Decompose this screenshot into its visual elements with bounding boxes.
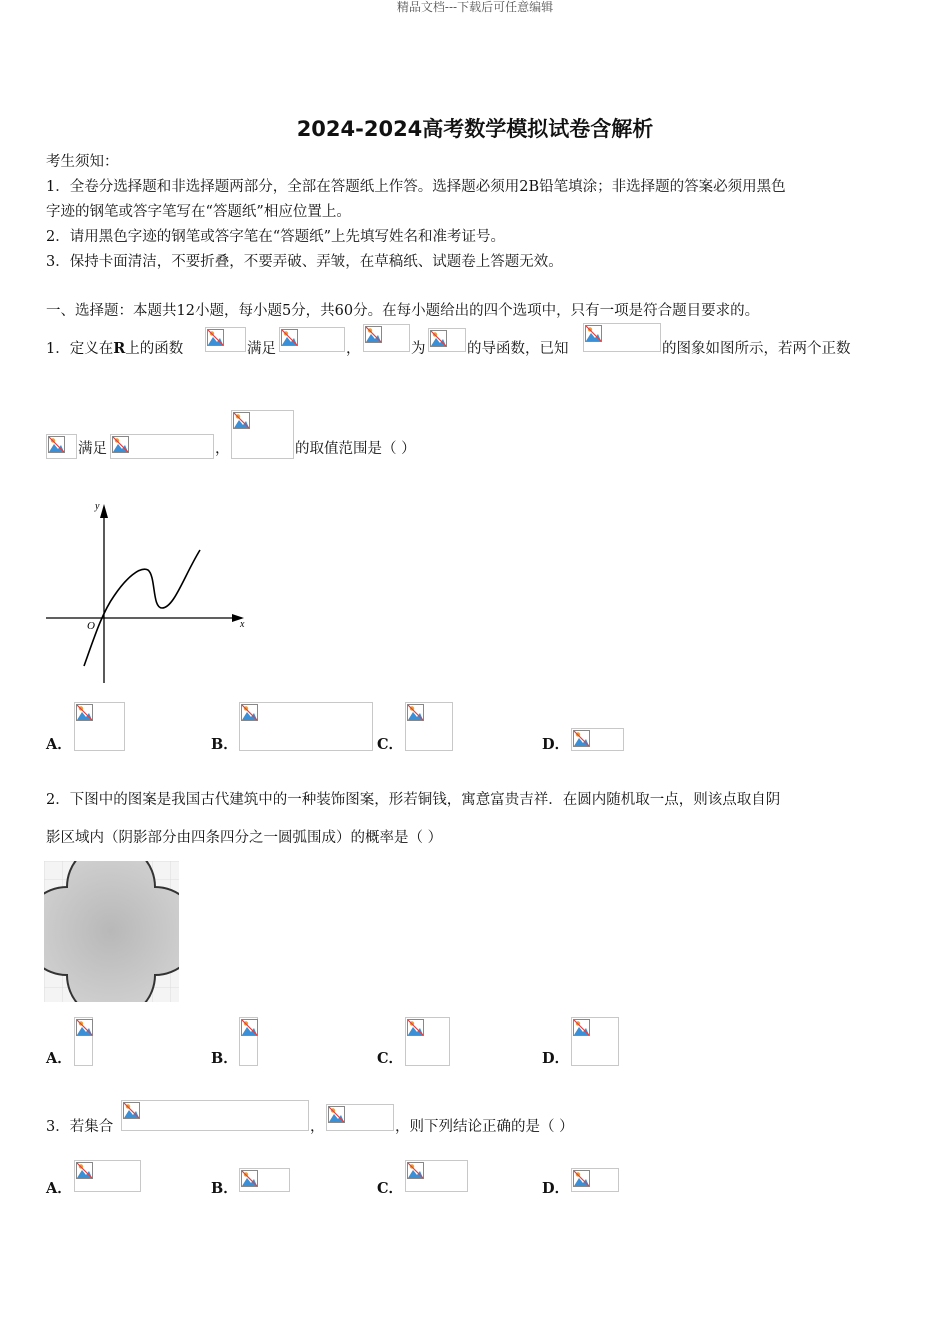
option-c-label: C． — [377, 736, 404, 753]
notice-item-3: 3．保持卡面清洁，不要折叠，不要弄破、弄皱，在草稿纸、试题卷上答题无效。 — [46, 254, 563, 270]
formula-image — [46, 434, 77, 459]
broken-image-icon — [573, 730, 590, 747]
y-label: y — [95, 501, 100, 512]
q1-text-c: ， — [346, 341, 361, 357]
q2-option-a-label: A． — [46, 1050, 72, 1067]
q3-option-a-label: A． — [46, 1180, 72, 1197]
q2-line-1: 2．下图中的图案是我国古代建筑中的一种装饰图案，形若铜钱，寓意富贵吉祥．在圆内随机取一点，则该点取自阴 — [46, 792, 781, 808]
q3-option-c-label: C． — [377, 1180, 404, 1197]
option-a-image — [74, 702, 125, 751]
broken-image-icon — [407, 1162, 424, 1179]
option-c-image — [405, 702, 453, 751]
function-curve — [84, 550, 200, 666]
q1-text-a: 1．定义在R上的函数 — [46, 340, 184, 357]
q3-text-b: ， — [310, 1119, 325, 1135]
x-label: x — [240, 619, 245, 630]
broken-image-icon — [241, 1019, 258, 1036]
q3-option-b-image — [239, 1168, 290, 1192]
broken-image-icon — [281, 329, 298, 346]
q3-text-a: 3．若集合 — [46, 1119, 114, 1135]
formula-image — [363, 324, 410, 352]
section-heading: 一、选择题：本题共12小题，每小题5分，共60分。在每小题给出的四个选项中，只有一项是符合题目要求的。 — [46, 303, 760, 319]
q2-option-c-image — [405, 1017, 450, 1066]
option-a-label: A． — [46, 736, 72, 753]
broken-image-icon — [241, 704, 258, 721]
broken-image-icon — [76, 1162, 93, 1179]
broken-image-icon — [328, 1106, 345, 1123]
formula-image — [428, 328, 466, 352]
q3-option-b-label: B． — [211, 1180, 238, 1197]
q3-option-c-image — [405, 1160, 468, 1192]
q2-option-b-image — [239, 1017, 258, 1066]
broken-image-icon — [365, 326, 382, 343]
q1-text-i: 的取值范围是（ ） — [295, 441, 416, 457]
q1-text-f: 的图象如图所示，若两个正数 — [662, 341, 851, 357]
q3-text-c: ，则下列结论正确的是（ ） — [395, 1119, 574, 1135]
function-graph — [44, 498, 254, 688]
formula-image — [326, 1104, 394, 1131]
formula-image — [279, 327, 345, 352]
q2-option-d-label: D． — [542, 1050, 570, 1067]
q2-line-2: 影区域内（阴影部分由四条四分之一圆弧围成）的概率是（ ） — [46, 830, 443, 846]
notice-heading: 考生须知： — [46, 154, 119, 170]
q1-text-h: ， — [215, 441, 230, 457]
notice-item-1-cont: 字迹的钢笔或答字笔写在“答题纸”相应位置上。 — [46, 204, 351, 220]
origin-label: O — [87, 620, 95, 632]
broken-image-icon — [112, 436, 129, 453]
broken-image-icon — [76, 1019, 93, 1036]
option-d-image — [571, 728, 624, 751]
broken-image-icon — [76, 704, 93, 721]
q2-option-c-label: C． — [377, 1050, 404, 1067]
q3-option-a-image — [74, 1160, 141, 1192]
notice-item-1: 1．全卷分选择题和非选择题两部分，全部在答题纸上作答。选择题必须用2B铅笔填涂；非选择题的答案必须用黑色 — [46, 179, 786, 195]
q3-option-d-label: D． — [542, 1180, 570, 1197]
page-title: 2024-2024高考数学模拟试卷含解析 — [296, 117, 654, 141]
formula-image — [121, 1100, 309, 1131]
q2-option-b-label: B． — [211, 1050, 238, 1067]
notice-item-2: 2．请用黑色字迹的钢笔或答字笔在“答题纸”上先填写姓名和准考证号。 — [46, 229, 506, 245]
broken-image-icon — [573, 1170, 590, 1187]
formula-image — [110, 434, 214, 459]
option-b-label: B． — [211, 736, 238, 753]
q3-option-d-image — [571, 1168, 619, 1192]
option-d-label: D． — [542, 736, 570, 753]
q1-text-e: 的导函数，已知 — [467, 341, 569, 357]
broken-image-icon — [123, 1102, 140, 1119]
broken-image-icon — [207, 329, 224, 346]
q1-text-g: 满足 — [78, 441, 107, 457]
y-axis-arrow — [100, 504, 108, 518]
option-b-image — [239, 702, 373, 751]
broken-image-icon — [48, 436, 65, 453]
q1-text-d: 为 — [411, 341, 426, 357]
broken-image-icon — [407, 1019, 424, 1036]
formula-image — [583, 323, 661, 352]
broken-image-icon — [585, 325, 602, 342]
q1-text-b: 满足 — [247, 341, 276, 357]
broken-image-icon — [573, 1019, 590, 1036]
broken-image-icon — [233, 412, 250, 429]
page-header: 精品文档---下载后可任意编辑 — [396, 0, 554, 14]
formula-image — [205, 327, 246, 352]
coin-pattern-figure — [44, 861, 179, 1002]
broken-image-icon — [241, 1170, 258, 1187]
q2-option-d-image — [571, 1017, 619, 1066]
q2-option-a-image — [74, 1017, 93, 1066]
broken-image-icon — [407, 704, 424, 721]
formula-image — [231, 410, 294, 459]
broken-image-icon — [430, 330, 447, 347]
